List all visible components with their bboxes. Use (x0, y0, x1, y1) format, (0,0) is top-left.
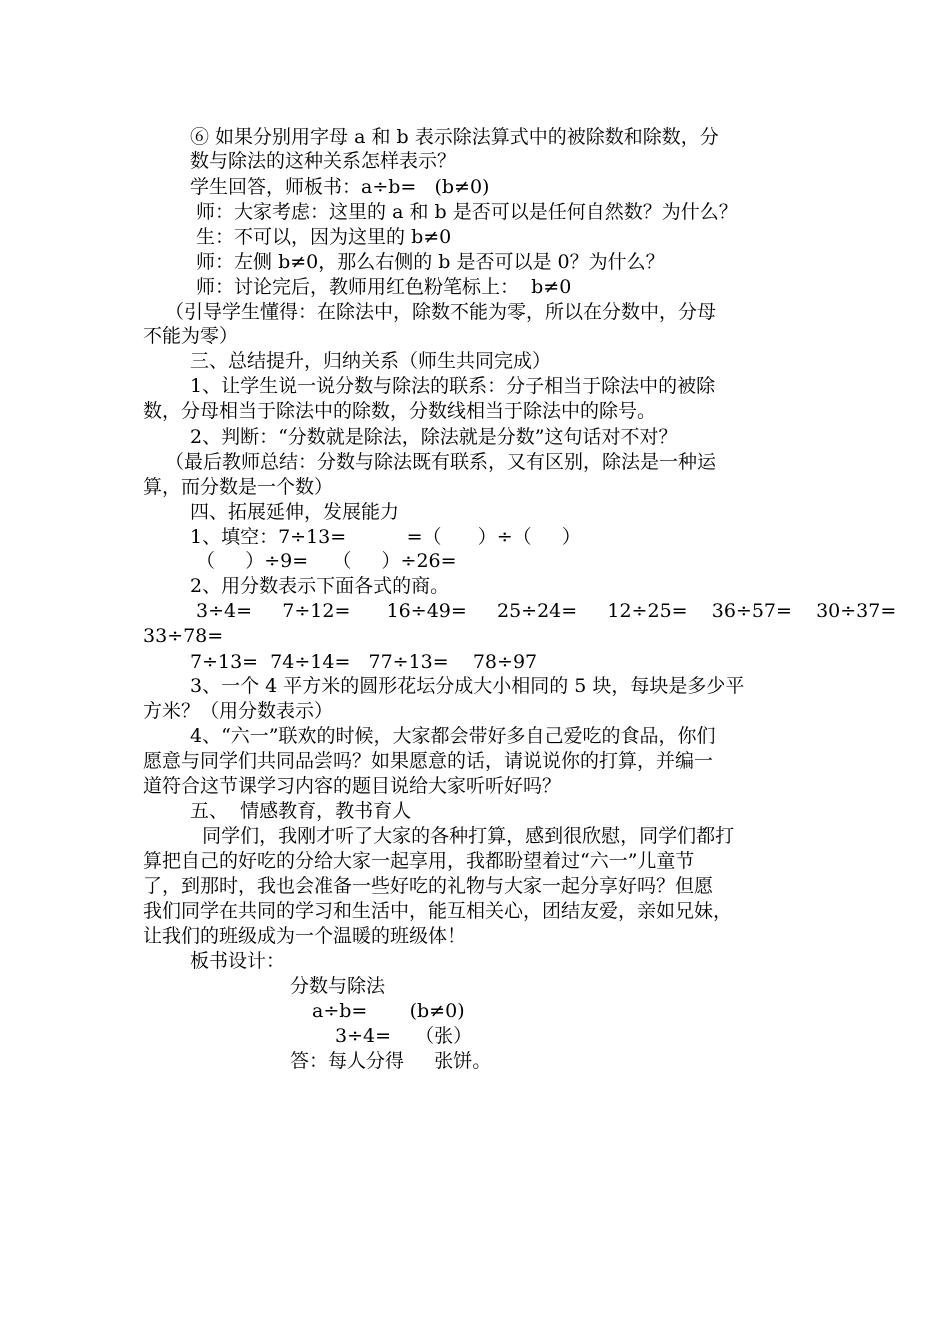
board-title: 分数与除法 (290, 975, 386, 997)
board-formula: a÷b= (b≠0) (312, 1000, 465, 1022)
text-line: 生：不可以，因为这里的 b≠0 (190, 226, 452, 248)
text-line: 算把自己的好吃的分给大家一起享用，我都盼望着过“六一”儿童节 (143, 850, 695, 872)
text-line: 数，分母相当于除法中的除数，分数线相当于除法中的除号。 (143, 400, 657, 422)
text-line: （引导学生懂得：在除法中，除数不能为零，所以在分数中，分母 (165, 301, 717, 323)
text-line: 师：大家考虑：这里的 a 和 b 是否可以是任何自然数？为什么？ (190, 201, 738, 223)
text-line: 1、填空：7÷13= =（ ）÷（ ） (190, 526, 581, 548)
text-line: 我们同学在共同的学习和生活中，能互相关心，团结友爱，亲如兄妹， (143, 900, 733, 922)
text-line: 1、让学生说一说分数与除法的联系：分子相当于除法中的被除 (190, 375, 716, 397)
text-line: 3÷4= 7÷12= 16÷49= 25÷24= 12÷25= 36÷57= 30÷37= (190, 600, 897, 622)
text-line: 3、一个 4 平方米的圆形花坛分成大小相同的 5 块，每块是多少平 (190, 675, 745, 697)
text-line: 了，到那时，我也会准备一些好吃的礼物与大家一起分享好吗？但愿 (143, 875, 714, 897)
section-heading: 五、 情感教育，教书育人 (190, 800, 412, 822)
text-line: 2、判断：“分数就是除法，除法就是分数”这句话对不对？ (190, 426, 678, 448)
text-line: 33÷78= (143, 625, 224, 647)
text-line: ⑥ 如果分别用字母 a 和 b 表示除法算式中的被除数和除数，分 (190, 126, 719, 148)
board-example: 3÷4= （张） (335, 1025, 473, 1047)
text-line: 不能为零） (143, 325, 239, 347)
text-line: 让我们的班级成为一个温暖的班级体！ (143, 925, 467, 947)
text-line: 数与除法的这种关系怎样表示？ (190, 150, 457, 172)
board-answer: 答：每人分得 张饼。 (290, 1050, 492, 1072)
text-line: 2、用分数表示下面各式的商。 (190, 575, 450, 597)
text-line: 道符合这节课学习内容的题目说给大家听听好吗？ (143, 775, 562, 797)
text-line: 学生回答，师板书：a÷b= (b≠0) (190, 176, 490, 198)
text-line: 师：左侧 b≠0，那么右侧的 b 是否可以是 0？为什么？ (190, 251, 665, 273)
text-line: 师：讨论完后，教师用红色粉笔标上： b≠0 (190, 276, 572, 298)
text-line: 算，而分数是一个数） (143, 476, 334, 498)
text-line: 方米？（用分数表示） (143, 700, 334, 722)
text-line: （最后教师总结：分数与除法既有联系，又有区别，除法是一种运 (165, 451, 717, 473)
text-line: 同学们，我刚才听了大家的各种打算，感到很欣慰，同学们都打 (190, 825, 735, 847)
text-line: 7÷13= 74÷14= 77÷13= 78÷97 (190, 651, 538, 673)
text-line: （ ）÷9= （ ）÷26= (190, 550, 457, 572)
section-heading: 三、总结提升，归纳关系（师生共同完成） (190, 350, 552, 372)
text-line: 愿意与同学们共同品尝吗？如果愿意的话，请说说你的打算，并编一 (143, 750, 714, 772)
board-design-label: 板书设计： (190, 950, 286, 972)
text-line: 4、“六一”联欢的时候，大家都会带好多自己爱吃的食品，你们 (190, 725, 716, 747)
section-heading: 四、拓展延伸，发展能力 (190, 501, 400, 523)
